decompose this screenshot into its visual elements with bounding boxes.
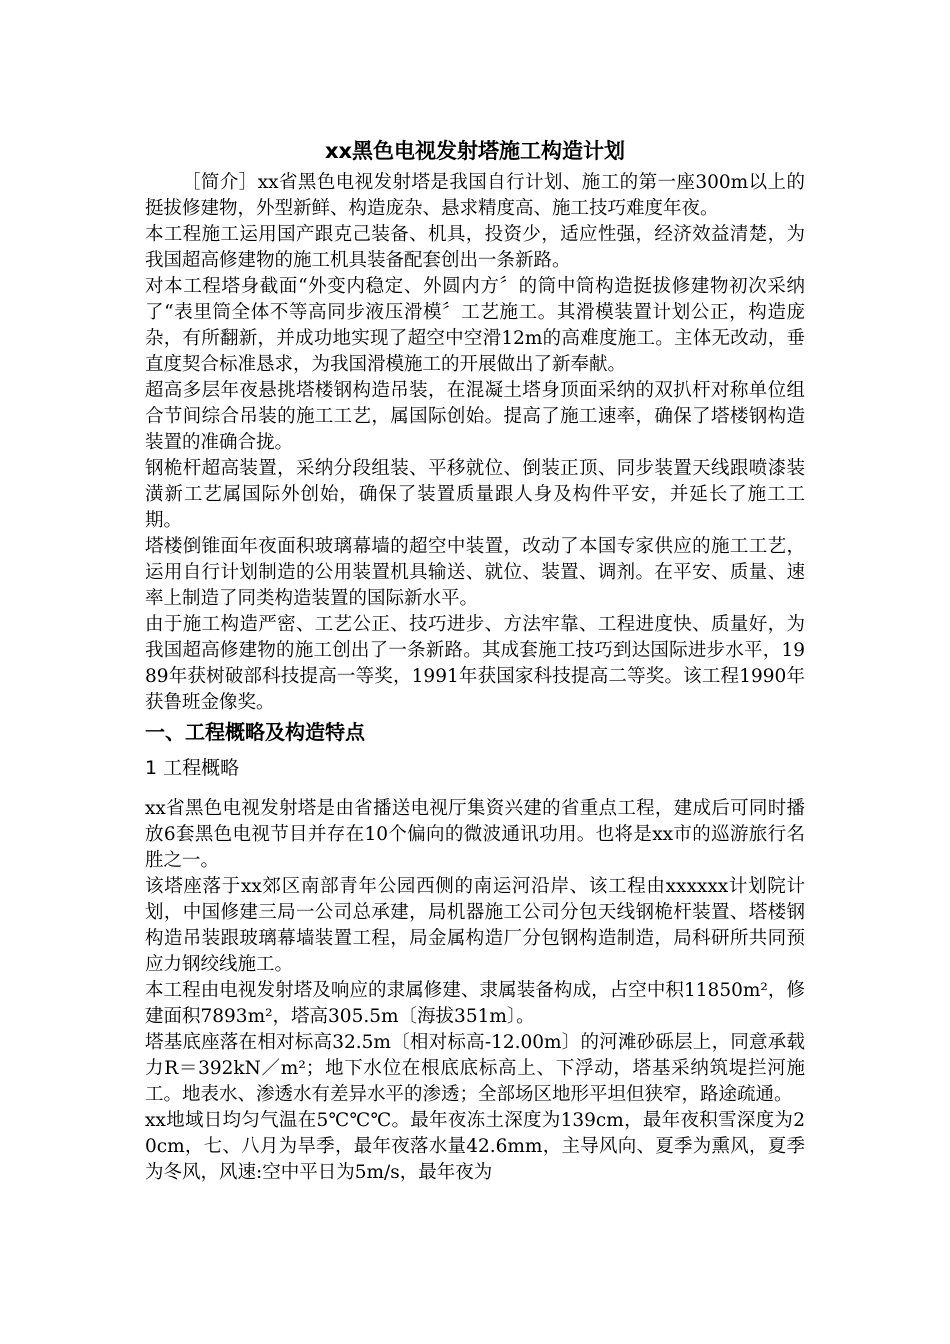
body-paragraph: 该塔座落于xx郊区南部青年公园西侧的南运河沿岸、该工程由xxxxxx计划院计划，中国修建三局一公司总承建，局机器施工公司分包天线钢桅杆装置、塔楼钢构造吊装跟玻璃幕墙装置工程，局金属构造厂分包钢构造制造，局科研所共同预应力钢绞线施工。 [145, 876, 805, 975]
document-page [145, 136, 805, 1186]
intro-paragraph: 本工程施工运用国产跟克己装备、机具，投资少，适应性强，经济效益清楚，为我国超高修建物的施工机具装备配套创出一条新路。 [145, 224, 805, 271]
document-title: xx黑色电视发射塔施工构造计划 [324, 139, 626, 163]
subsection-heading: 1 工程概略 [145, 757, 240, 779]
intro-paragraph: 对本工程塔身截面“外变内稳定、外圆内方〞的筒中筒构造挺拔修建物初次采纳了“表里筒全体不等高同步液压滑模〞工艺施工。其滑模装置计划公正，构造庞杂，有所翻新，并成功地实现了超空中空滑12m的高难度施工。主体无改动，垂直度契合标准恳求，为我国滑模施工的开展做出了新奉献。 [145, 276, 805, 375]
intro-paragraph: 钢桅杆超高装置，采纳分段组装、平移就位、倒装正顶、同步装置天线跟喷漆装潢新工艺属国际外创始，确保了装置质量跟人身及构件平安，并延长了施工工期。 [145, 458, 805, 531]
body-paragraph: 本工程由电视发射塔及响应的隶属修建、隶属装备构成，占空中积11850m²，修建面积7893m²，塔高305.5m〔海拔351m〕。 [145, 980, 805, 1027]
intro-paragraph: 塔楼倒锥面年夜面积玻璃幕墙的超空中装置，改动了本国专家供应的施工工艺，运用自行计划制造的公用装置机具输送、就位、装置、调剂。在平安、质量、速率上制造了同类构造装置的国际新水平。 [145, 536, 805, 609]
section-heading: 一、工程概略及构造特点 [145, 720, 365, 744]
body-paragraph: xx省黑色电视发射塔是由省播送电视厅集资兴建的省重点工程，建成后可同时播放6套黑色电视节目并存在10个偏向的微波通讯功用。也将是xx市的巡游旅行名胜之一。 [145, 798, 805, 871]
intro-paragraph: ［简介］xx省黑色电视发射塔是我国自行计划、施工的第一座300m以上的挺拔修建物，外型新鲜、构造庞杂、悬求精度高、施工技巧难度年夜。 [145, 172, 805, 219]
body-paragraph: 塔基底座落在相对标高32.5m〔相对标高-12.00m〕的河滩砂砾层上，同意承载力R＝392kN／m²；地下水位在根底底标高上、下浮动，塔基采纳筑堤拦河施工。地表水、渗透水有差异水平的渗透；全部场区地形平坦但狭窄，路途疏通。 [145, 1032, 805, 1105]
body-paragraph: xx地域日均匀气温在5℃℃℃。最年夜冻土深度为139cm，最年夜积雪深度为20cm，七、八月为旱季，最年夜落水量42.6mm，主导风向、夏季为熏风，夏季为冬风，风速:空中平日为5m/s，最年夜为 [145, 1110, 805, 1183]
intro-paragraph: 超高多层年夜悬挑塔楼钢构造吊装，在混凝土塔身顶面采纳的双扒杆对称单位组合节间综合吊装的施工工艺，属国际创始。提高了施工速率，确保了塔楼钢构造装置的准确合拢。 [145, 380, 805, 453]
intro-paragraph: 由于施工构造严密、工艺公正、技巧进步、方法牢靠、工程进度快、质量好，为我国超高修建物的施工创出了一条新路。其成套施工技巧到达国际进步水平，1989年获树破部科技提高一等奖，1991年获国家科技提高二等奖。该工程1990年获鲁班金像奖。 [145, 614, 805, 713]
